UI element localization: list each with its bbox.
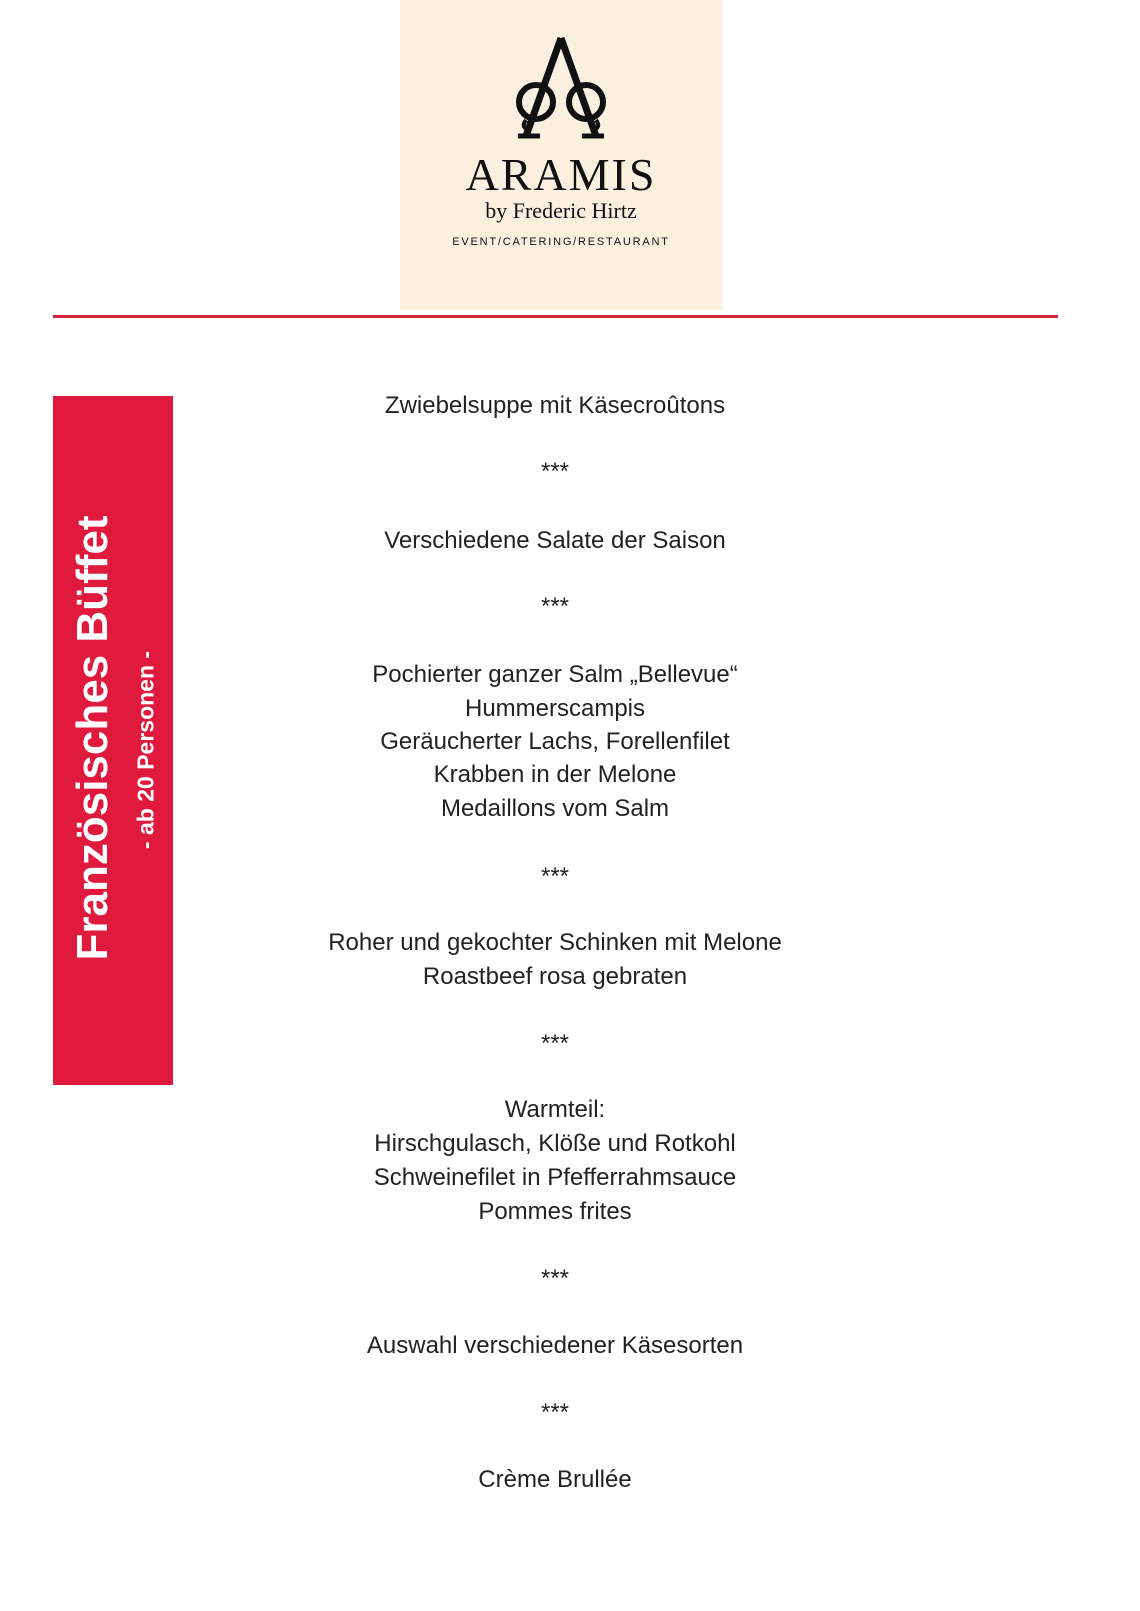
menu-item: Hummerscampis [464, 695, 646, 722]
separator: *** [540, 1399, 570, 1426]
menu-item: Roastbeef rosa gebraten [422, 963, 688, 990]
separator: *** [540, 863, 570, 890]
aramis-monogram-icon [508, 36, 614, 140]
menu-title: Französisches Büffet [68, 515, 117, 961]
menu-item: Zwiebelsuppe mit Käsecroûtons [384, 392, 726, 419]
logo-name: ARAMIS [465, 149, 657, 200]
menu-item: Roher und gekochter Schinken mit Melone [328, 929, 782, 956]
separator: *** [540, 1265, 570, 1292]
menu-item: Pochierter ganzer Salm „Bellevue“ [372, 661, 738, 688]
separator: *** [540, 1030, 570, 1057]
menu-item: Verschiedene Salate der Saison [384, 527, 726, 554]
menu-item: Warmteil: [504, 1096, 606, 1123]
menu-item: Schweinefilet in Pfefferrahmsauce [373, 1164, 737, 1191]
logo-tagline: EVENT/CATERING/RESTAURANT [452, 236, 670, 248]
menu-item: Pommes frites [478, 1198, 632, 1225]
sidebar-band [53, 396, 173, 1085]
menu-item: Auswahl verschiedener Käsesorten [366, 1332, 744, 1359]
logo [400, 0, 722, 310]
menu-item: Geräucherter Lachs, Forellenfilet [380, 728, 730, 755]
menu-item: Crème Brullée [478, 1466, 632, 1493]
separator: *** [540, 593, 570, 620]
logo-byline: by Frederic Hirtz [485, 198, 637, 223]
menu-subtitle: - ab 20 Personen - [132, 650, 159, 850]
header-divider [53, 315, 1058, 318]
menu-item: Krabben in der Melone [433, 761, 677, 788]
menu-item: Hirschgulasch, Klöße und Rotkohl [374, 1130, 736, 1157]
menu-item: Medaillons vom Salm [440, 795, 670, 822]
separator: *** [540, 458, 570, 485]
